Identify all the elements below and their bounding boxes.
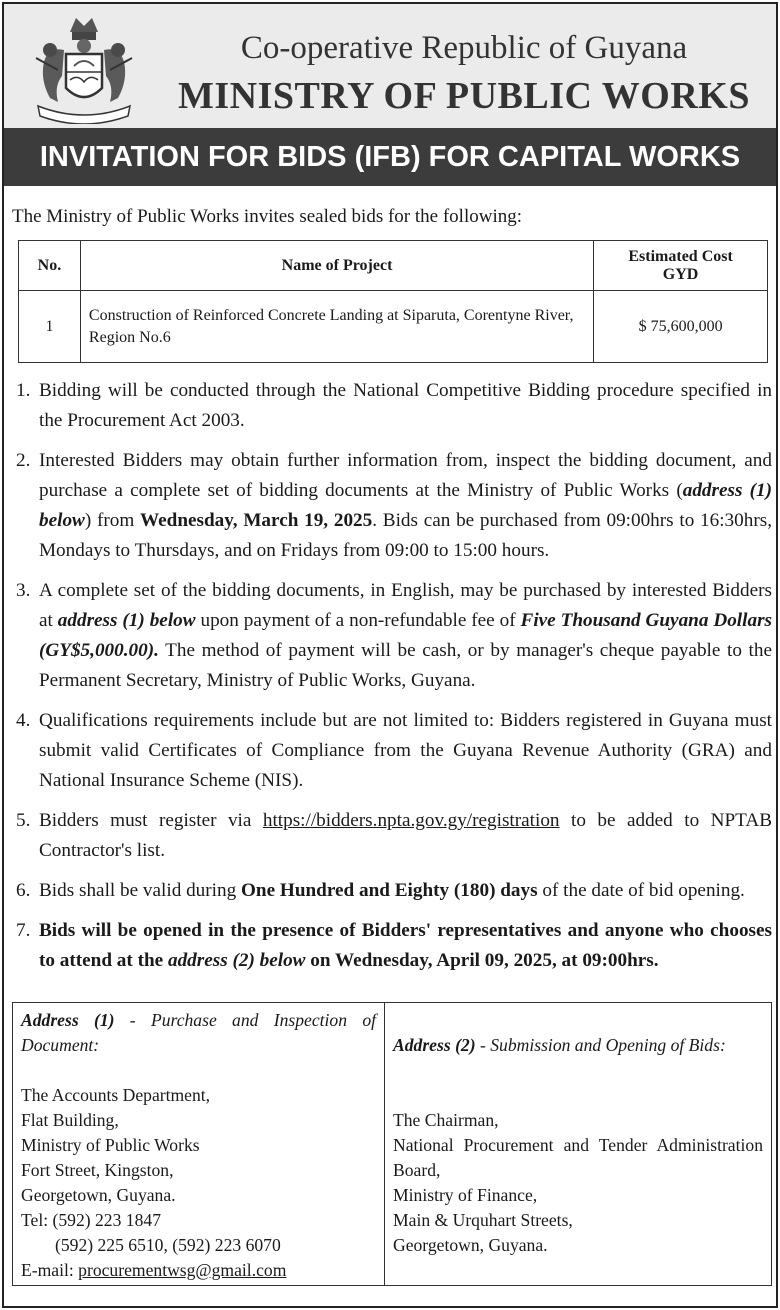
address-line: Georgetown, Guyana.	[21, 1185, 176, 1205]
clause-text: A complete set of the bidding documents, in English, may be purchased by interested Bidders at address (1) below upon payment of a non-refundable fee of Five Thousand Guyana Dollars (GY$5,000.00). The method of payment will be cash, or by manager's cheque payable to the Permanent Secretary, Ministry of Public Works, Guyana.	[39, 580, 773, 691]
address-2-block	[385, 1003, 771, 1285]
registration-link[interactable]: https://bidders.npta.gov.gy/registration	[262, 810, 560, 831]
clause-text: Bids will be opened in the presence of Bidders' representatives and anyone who chooses to attend at the address (2) below on Wednesday, April 09, 2025, at 09:00hrs.	[39, 920, 772, 971]
address-2-reference: address (2) below	[167, 950, 306, 971]
address-line: Main & Urquhart Streets,	[393, 1210, 573, 1230]
address-line: The Accounts Department,	[21, 1085, 211, 1105]
clause-4	[16, 706, 772, 796]
project-table	[18, 240, 768, 363]
header-number: No.	[19, 241, 81, 291]
row-number: 1	[19, 291, 81, 363]
address-1-reference: address (1) below	[39, 480, 772, 531]
intro-text: The Ministry of Public Works invites sealed bids for the following:	[12, 206, 523, 227]
coat-of-arms-icon	[28, 10, 140, 124]
address-line: Fort Street, Kingston,	[21, 1160, 174, 1180]
header-estimated-cost	[594, 241, 768, 291]
clause-number: 6.	[16, 880, 31, 901]
purchase-start-date: Wednesday, March 19, 2025	[140, 510, 373, 531]
header-project-name: Name of Project	[80, 241, 593, 291]
phone-secondary: (592) 225 6510, (592) 223 6070	[55, 1235, 281, 1255]
clause-text: Bidders must register via https://bidders.npta.gov.gy/registration to be added to NPTAB Contractor's list.	[39, 810, 772, 861]
clause-1	[16, 376, 772, 436]
clause-number: 3.	[16, 580, 31, 601]
country-name: Co-operative Republic of Guyana	[240, 30, 688, 66]
clause-number: 5.	[16, 810, 31, 831]
phone-primary: Tel: (592) 223 1847	[21, 1210, 161, 1230]
address-2-heading: Address (2) - Submission and Opening of Bids:	[393, 1035, 726, 1055]
address-1-heading: Address (1) - Purchase and Inspection of Document:	[21, 1010, 377, 1055]
clause-3	[16, 576, 772, 696]
address-line: Ministry of Public Works	[21, 1135, 200, 1155]
row-cost: $ 75,600,000	[594, 291, 768, 363]
address-line: Georgetown, Guyana.	[393, 1235, 548, 1255]
notice-header	[4, 4, 776, 128]
bid-notice	[2, 2, 778, 1308]
clause-list	[16, 376, 772, 986]
address-table	[12, 1002, 772, 1286]
table-row	[19, 291, 768, 363]
address-line: Ministry of Finance,	[393, 1185, 538, 1205]
clause-number: 7.	[16, 920, 31, 941]
address-line: Flat Building,	[21, 1110, 119, 1130]
notice-title-banner: INVITATION FOR BIDS (IFB) FOR CAPITAL WORKS	[4, 128, 776, 186]
clause-text: Bidding will be conducted through the National Competitive Bidding procedure specified in the Procurement Act 2003.	[39, 380, 772, 431]
bid-document-fee: Five Thousand Guyana Dollars (GY$5,000.00).	[39, 610, 773, 661]
clause-6	[16, 876, 772, 906]
clause-5	[16, 806, 772, 866]
bid-opening-date: on Wednesday, April 09, 2025, at 09:00hrs.	[305, 950, 659, 971]
address-line: National Procurement and Tender Administration Board,	[393, 1135, 763, 1180]
clause-2	[16, 446, 772, 566]
address-1-reference: address (1) below	[57, 610, 196, 631]
table-header-row	[19, 241, 768, 291]
email-link[interactable]: procurementwsg@gmail.com	[78, 1260, 287, 1280]
clause-7	[16, 916, 772, 976]
row-project-name: Construction of Reinforced Concrete Landing at Siparuta, Corentyne River, Region No.6	[80, 291, 593, 363]
clause-number: 1.	[16, 380, 31, 401]
clause-text: Bids shall be valid during One Hundred and Eighty (180) days of the date of bid opening.	[39, 880, 745, 901]
bid-validity-period: One Hundred and Eighty (180) days	[240, 880, 538, 901]
clause-number: 4.	[16, 710, 31, 731]
address-line: The Chairman,	[393, 1110, 499, 1130]
header-currency: GYD	[662, 265, 699, 283]
header-cost-label: Estimated Cost	[628, 247, 733, 265]
clause-text: Qualifications requirements include but are not limited to: Bidders registered in Guyana must submit valid Certificates of Compliance from the Guyana Revenue Authority (GRA) and National Insurance Scheme (NIS).	[39, 710, 772, 791]
clause-number: 2.	[16, 450, 31, 471]
clause-text: Interested Bidders may obtain further information from, inspect the bidding document, and purchase a complete set of bidding documents at the Ministry of Public Works (address (1) below) from Wednesday, March 19, 2025. Bids can be purchased from 09:00hrs to 16:30hrs, Mondays to Thursdays, and on Fridays from 09:00 to 15:00 hours.	[39, 450, 772, 561]
email-line: E-mail: procurementwsg@gmail.com	[21, 1260, 287, 1280]
ministry-name: MINISTRY OF PUBLIC WORKS	[178, 75, 750, 117]
address-1-block	[13, 1003, 385, 1285]
